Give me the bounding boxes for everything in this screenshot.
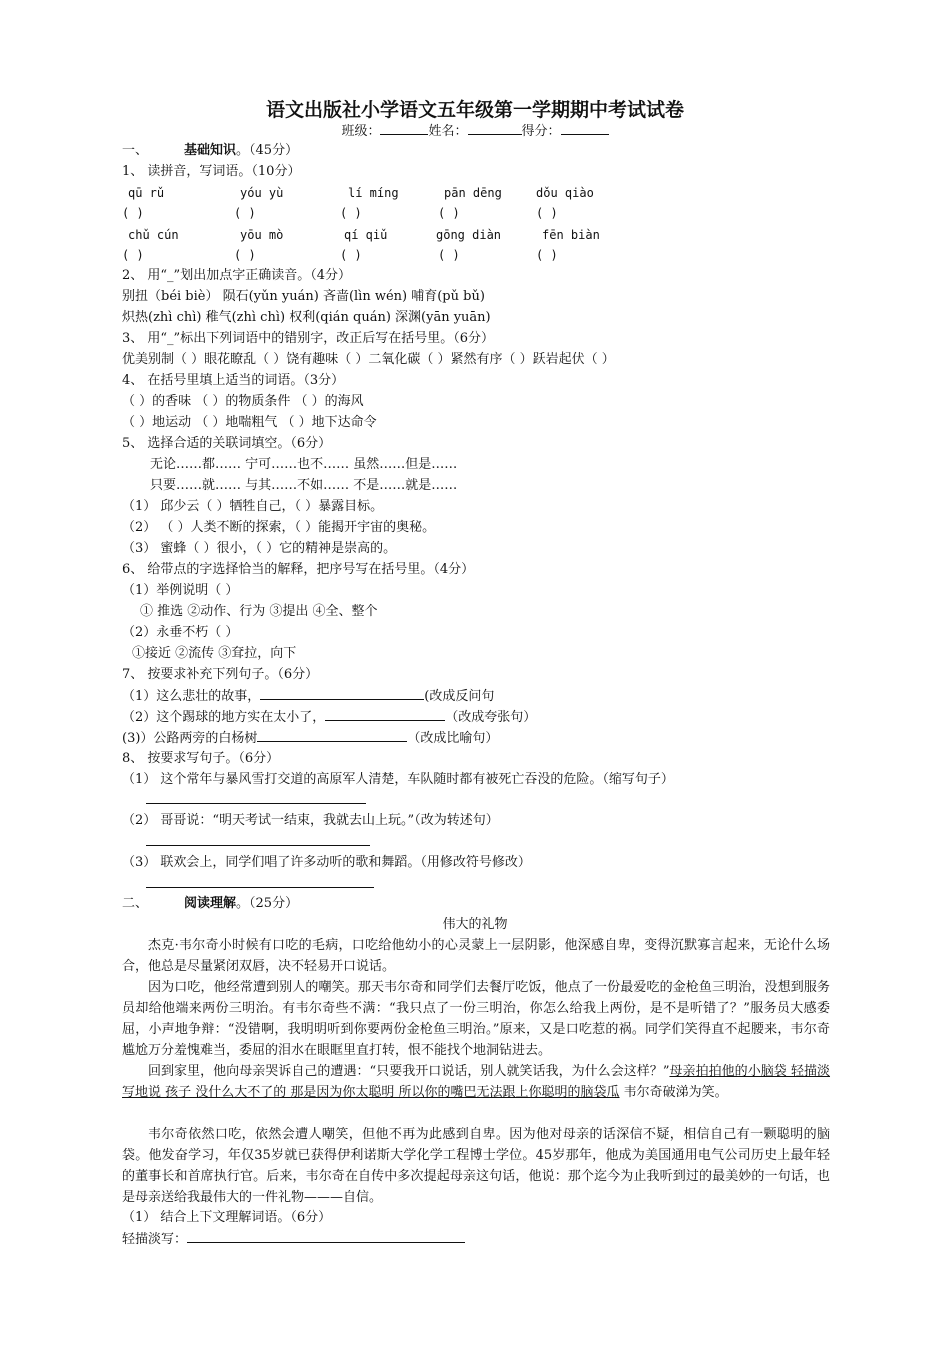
pinyin: qí qiǔ — [344, 228, 388, 242]
q8-prompt: 8、 按要求写句子。（6分） — [122, 751, 280, 766]
instruction: （改成比喻句） — [407, 731, 499, 746]
pinyin: qū rǔ — [128, 186, 165, 200]
answer-blank[interactable]: ( ) — [340, 206, 362, 220]
reading-q1-word — [122, 1229, 465, 1250]
q1-prompt: 1、 读拼音，写词语。（10分） — [122, 164, 301, 179]
q4-line2: （ ）地运动 （ ）地喘粗气 （ ）地下达命令 — [122, 415, 377, 430]
q6-item2: （2）永垂不朽（ ） — [122, 625, 239, 640]
answer-line[interactable] — [187, 1229, 465, 1243]
answer-blank[interactable]: ( ) — [122, 248, 144, 262]
q3-line1: 优美别制（ ）眼花瞭乱（ ）饶有趣味（ ）二氧化碳（ ）紧然有序（ ）跃岩起伏（ ） — [122, 352, 615, 367]
answer-line[interactable] — [325, 707, 445, 721]
section1-header — [122, 141, 298, 161]
q7-prompt: 7、 按要求补充下列句子。（6分） — [122, 667, 319, 682]
score-label: 得分： — [521, 124, 561, 139]
q2-prompt: 2、 用“_”划出加点字正确读音。（4分） — [122, 268, 351, 283]
answer-blank[interactable]: ( ) — [438, 206, 460, 220]
sentence-text: （1）这么悲壮的故事， — [122, 689, 261, 704]
q7-sentence1 — [122, 686, 494, 707]
class-label: 班级： — [341, 124, 381, 139]
name-field[interactable] — [468, 121, 522, 135]
pinyin: yōu mò — [240, 228, 284, 242]
q5-sentence1: （1） 邱少云（ ）牺牲自己，（ ）暴露目标。 — [122, 499, 384, 514]
reading-paragraph-4: 韦尔奇依然口吃，依然会遭人嘲笑，但他不再为此感到自卑。因为他对母亲的话深信不疑，相信自己有一颗聪明的脑袋。他发奋学习，年仅35岁就已获得伊利诺斯大学化学工程博士学位。45岁那年，他成为美国通用电气公司历史上最年轻的董事长和首席执行官。后来，韦尔奇在自传中多次提起母亲这句话，他说：那个迄今为止我听到过的最美妙的一句话，也是母亲送给我最伟大的一件礼物———自信。 — [122, 1127, 830, 1205]
punctuation-exercise[interactable]: 母亲拍拍他的小脑袋 轻描淡写地说 孩子 没什么大不了的 那是因为你太聪明 所以你的嘴巴无法跟上你聪明的脑袋瓜 — [122, 1064, 831, 1100]
answer-blank[interactable]: ( ) — [536, 248, 558, 262]
section-number: 二、 — [122, 896, 149, 911]
sentence-text: (3)）公路两旁的白杨树 — [122, 731, 258, 746]
answer-blank[interactable]: ( ) — [340, 248, 362, 262]
q6-item1-options: ① 推选 ②动作、行为 ③提出 ④全、整个 — [140, 604, 378, 619]
q4-line1: （ ）的香味 （ ）的物质条件 （ ）的海风 — [122, 394, 364, 409]
q8-answer-line3[interactable] — [146, 887, 374, 888]
sentence-text: （2）这个踢球的地方实在太小了， — [122, 710, 326, 725]
section-score: 。（25分） — [236, 896, 299, 911]
student-info — [0, 121, 950, 142]
answer-blank[interactable]: ( ) — [438, 248, 460, 262]
q8-sentence2: （2） 哥哥说：“明天考试一结束，我就去山上玩。”（改为转述句） — [122, 813, 499, 828]
instruction: （改成夸张句） — [445, 710, 537, 725]
pinyin: chǔ cún — [128, 228, 179, 242]
answer-blank[interactable]: ( ) — [234, 206, 256, 220]
reading-title: 伟大的礼物 — [442, 917, 508, 932]
score-field[interactable] — [561, 121, 609, 135]
q5-prompt: 5、 选择合适的关联词填空。（6分） — [122, 436, 332, 451]
q8-sentence3: （3） 联欢会上，同学们唱了许多动听的歌和舞蹈。（用修改符号修改） — [122, 855, 531, 870]
q2-line1: 别扭（béi biè） 陨石(yǔn yuán) 吝啬(lìn wén) 哺育(pǔ bǔ) — [122, 289, 485, 304]
q8-answer-line1[interactable] — [146, 803, 366, 804]
q5-sentence3: （3） 蜜蜂（ ）很小，（ ）它的精神是崇高的。 — [122, 541, 397, 556]
answer-line[interactable] — [260, 686, 424, 700]
answer-line[interactable] — [257, 728, 407, 742]
q8-answer-line2[interactable] — [146, 845, 370, 846]
section-score: 。（45分） — [236, 143, 299, 158]
pinyin: fēn biàn — [542, 228, 600, 242]
q5-sentence2: （2） （ ）人类不断的探索，（ ）能揭开宇宙的奥秘。 — [122, 520, 436, 535]
reading-paragraph-1: 杰克·韦尔奇小时候有口吃的毛病，口吃给他幼小的心灵蒙上一层阴影，他深感自卑，变得沉默寡言起来，无论什么场合，他总是尽量紧闭双唇，决不轻易开口说话。 — [122, 938, 830, 974]
q7-sentence2 — [122, 707, 536, 728]
section-heading: 阅读理解 — [184, 896, 237, 911]
pinyin: gōng diàn — [436, 228, 502, 242]
q6-prompt: 6、 给带点的字选择恰当的解释，把序号写在括号里。（4分） — [122, 562, 475, 577]
paragraph-text: 回到家里，他向母亲哭诉自己的遭遇：“只要我开口说话，别人就笑话我，为什么会这样？” — [148, 1064, 670, 1079]
instruction: (改成反问句 — [424, 689, 495, 704]
q8-sentence1: （1） 这个常年与暴风雪打交道的高原军人清楚，车队随时都有被死亡吞没的危险。（缩写句子） — [122, 772, 674, 787]
q5-words2: 只要……就…… 与其……不如…… 不是……就是…… — [150, 478, 458, 493]
pinyin: lí míng — [348, 186, 399, 200]
section2-header — [122, 894, 298, 914]
name-label: 姓名： — [428, 124, 468, 139]
class-field[interactable] — [380, 121, 428, 135]
pinyin: pān dēng — [444, 186, 502, 200]
reading-q1: （1） 结合上下文理解词语。（6分） — [122, 1210, 332, 1225]
reading-paragraph-2: 因为口吃，他经常遭到别人的嘲笑。那天韦尔奇和同学们去餐厅吃饭，他点了一份最爱吃的金枪鱼三明治，没想到服务员却给他端来两份三明治。有韦尔奇些不满：“我只点了一份三明治，你怎么给我上两份，是不是听错了？”服务员大感委屈，小声地争辩：“没错啊，我明明听到你要两份金枪鱼三明治。”原来，又是口吃惹的祸。同学们笑得直不起腰来，韦尔奇尴尬万分羞愧难当，委屈的泪水在眼眶里直打转，恨不能找个地洞钻进去。 — [122, 980, 830, 1058]
q4-prompt: 4、 在括号里填上适当的词语。（3分） — [122, 373, 345, 388]
pinyin: yóu yù — [240, 186, 284, 200]
answer-blank[interactable]: ( ) — [122, 206, 144, 220]
q6-item1: （1）举例说明（ ） — [122, 583, 239, 598]
paragraph-text: 韦尔奇破涕为笑。 — [623, 1085, 728, 1100]
word-label: 轻描淡写： — [122, 1232, 188, 1247]
answer-blank[interactable]: ( ) — [536, 206, 558, 220]
section-number: 一、 — [122, 143, 149, 158]
reading-paragraph-3 — [122, 1061, 830, 1103]
q3-prompt: 3、 用“_”标出下列词语中的错别字，改正后写在括号里。（6分） — [122, 331, 494, 346]
q6-item2-options: ①接近 ②流传 ③耷拉，向下 — [132, 646, 297, 661]
exam-title: 语文出版社小学语文五年级第一学期期中考试试卷 — [265, 99, 684, 121]
section-heading: 基础知识 — [184, 143, 237, 158]
q7-sentence3 — [122, 728, 498, 749]
q2-line2: 炽热(zhì chì) 稚气(zhì chì) 权利(qián quán) 深渊(yān yuān) — [122, 310, 491, 325]
answer-blank[interactable]: ( ) — [234, 248, 256, 262]
pinyin: dǒu qiào — [536, 186, 594, 200]
q5-words1: 无论……都…… 宁可……也不…… 虽然……但是…… — [150, 457, 458, 472]
